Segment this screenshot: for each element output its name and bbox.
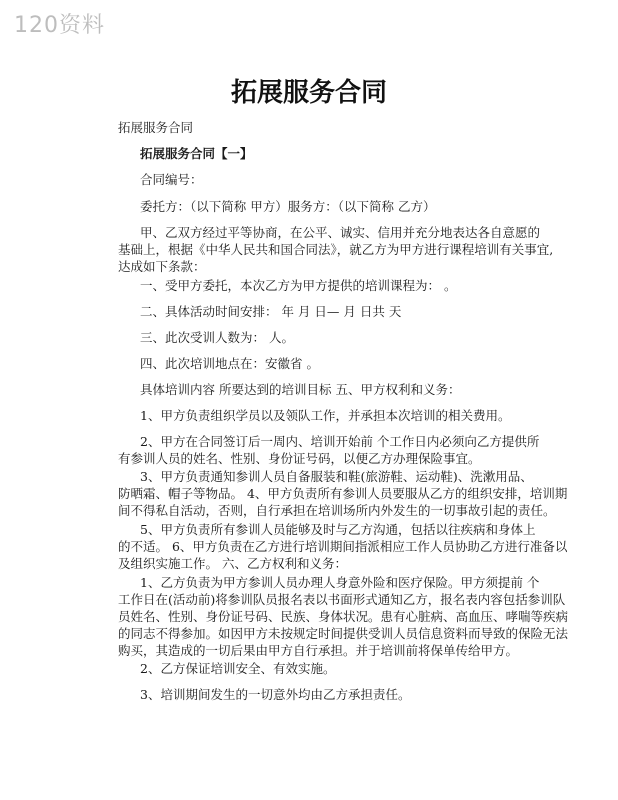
clause-4: 四、此次培训地点在：安徽省 。 bbox=[140, 356, 319, 371]
party-b-item-1 bbox=[118, 574, 569, 659]
document-title: 拓展服务合同 bbox=[230, 78, 387, 108]
party-a-item-1: 1、甲方负责组织学员以及领队工作，并承担本次培训的相关费用。 bbox=[140, 408, 511, 423]
intro-line: 达成如下条款： bbox=[118, 259, 206, 274]
party-a-item-5 bbox=[118, 521, 568, 572]
paragraph-line: 1、乙方负责为甲方参训人员办理人身意外险和医疗保险。甲方须提前 个 bbox=[140, 575, 540, 590]
intro-line: 基础上，根据《中华人民共和国合同法》，就乙方为甲方进行课程培训有关事宜, bbox=[118, 242, 554, 257]
document-subtitle: 拓展服务合同 bbox=[118, 120, 194, 135]
paragraph-line: 购买，其造成的一切后果由甲方自行承担。并于培训前将保单传给甲方。 bbox=[118, 643, 519, 658]
watermark-logo: 120资料 bbox=[14, 13, 105, 38]
intro-line: 甲、乙双方经过平等协商，在公平、诚实、信用并充分地表达各自意愿的 bbox=[140, 225, 541, 240]
paragraph-line: 2、甲方在合同签订后一周内、培训开始前 个工作日内必须向乙方提供所 bbox=[140, 434, 540, 449]
parties-line: 委托方：（以下简称 甲方）服务方：（以下简称 乙方） bbox=[140, 199, 436, 214]
paragraph-line: 有参训人员的姓名、性别、身份证号码，以便乙方办理保险事宜。 bbox=[118, 451, 481, 466]
clause-2: 二、具体活动时间安排： 年 月 日— 月 日共 天 bbox=[140, 304, 402, 319]
paragraph-line: 的不适。 6、甲方负责在乙方进行培训期间指派相应工作人员协助乙方进行准备以 bbox=[118, 539, 568, 554]
party-b-item-2: 2、乙方保证培训安全、有效实施。 bbox=[140, 661, 336, 676]
paragraph-line: 5、甲方负责所有参训人员能够及时与乙方沟通，包括以往疾病和身体上 bbox=[140, 522, 536, 537]
clause-1: 一、受甲方委托，本次乙方为甲方提供的培训课程为： 。 bbox=[140, 278, 457, 293]
party-a-item-2 bbox=[118, 433, 540, 467]
paragraph-line: 间不得私自活动，否则，自行承担在培训场所内外发生的一切事故引起的责任。 bbox=[118, 503, 556, 518]
party-b-item-3: 3、培训期间发生的一切意外均由乙方承担责任。 bbox=[140, 687, 411, 702]
paragraph-line: 的同志不得参加。如因甲方未按规定时间提供受训人员信息资料而导致的保险无法 bbox=[118, 626, 569, 641]
paragraph-line: 3、甲方负责通知参训人员自备服装和鞋(旅游鞋、运动鞋)、洗漱用品、 bbox=[140, 469, 533, 484]
paragraph-line: 员姓名、性别、身份证号码、民族、身体状况。患有心脏病、高血压、哮喘等疾病 bbox=[118, 609, 569, 624]
paragraph-line: 防晒霜、帽子等物品。 4、甲方负责所有参训人员要服从乙方的组织安排，培训期 bbox=[118, 486, 568, 501]
paragraph-line: 及组织实施工作。 六、乙方权利和义务： bbox=[118, 556, 347, 571]
contract-number: 合同编号： bbox=[140, 172, 203, 187]
intro-paragraph bbox=[118, 224, 554, 275]
paragraph-line: 工作日在(活动前)将参训队员报名表以书面形式通知乙方，报名表内容包括参训队 bbox=[118, 592, 566, 607]
section-title: 拓展服务合同【一】 bbox=[140, 146, 253, 161]
content-line: 具体培训内容 所要达到的培训目标 五、甲方权利和义务： bbox=[140, 382, 461, 397]
clause-3: 三、此次受训人数为： 人。 bbox=[140, 330, 294, 345]
party-a-item-3 bbox=[118, 468, 568, 519]
